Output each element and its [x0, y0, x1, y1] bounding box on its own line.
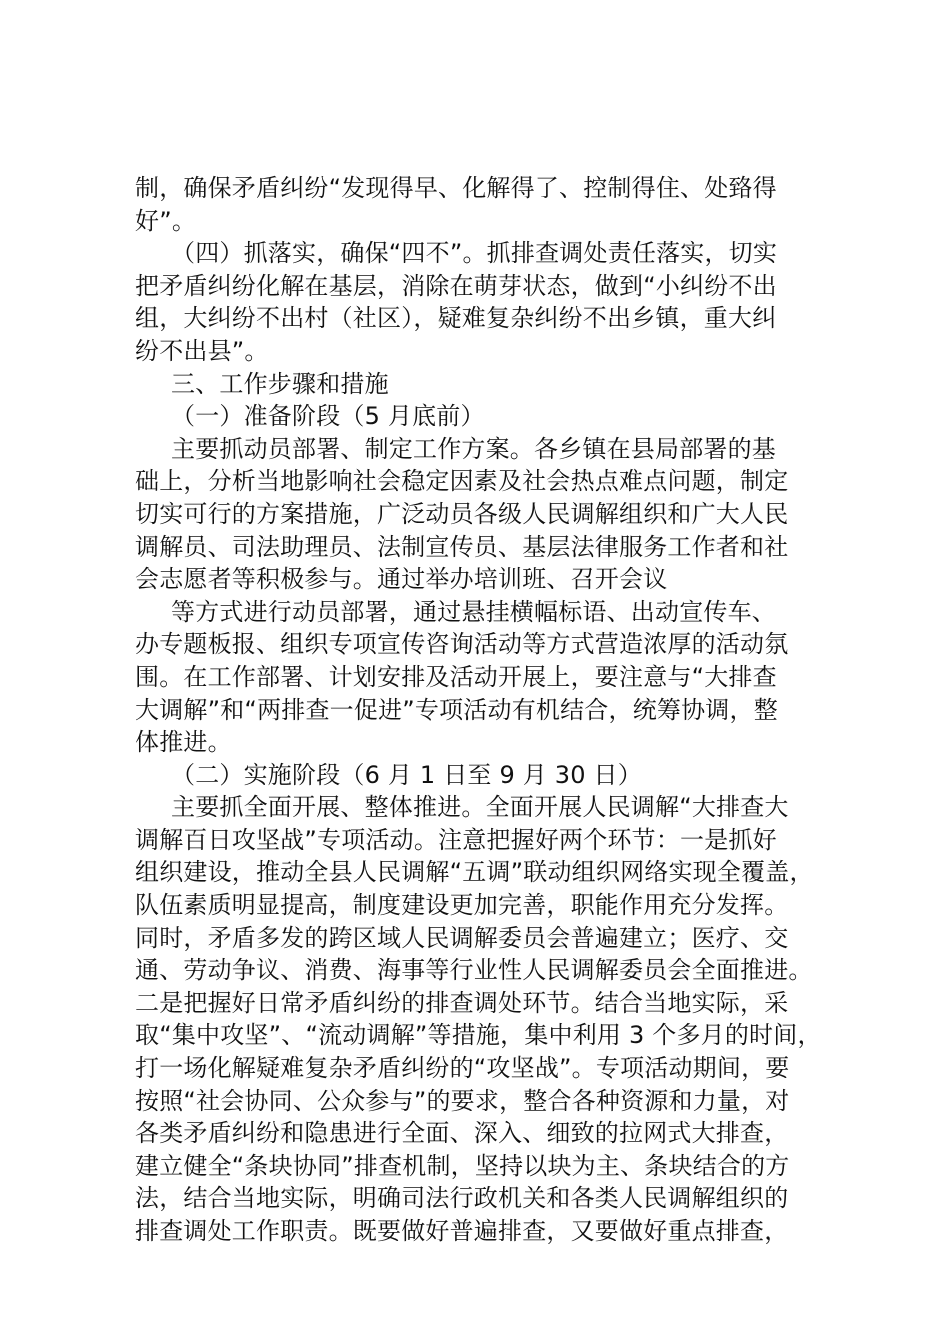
text-line: 围。在工作部署、计划安排及活动开展上，要注意与“大排查	[135, 662, 777, 691]
text-line: 纷不出县”。	[135, 336, 269, 365]
text-line: 按照“社会协同、公众参与”的要求，整合各种资源和力量，对	[135, 1086, 790, 1115]
text-line: 体推进。	[135, 728, 232, 757]
text-line: 通、劳动争议、消费、海事等行业性人民调解委员会全面推进。	[135, 956, 813, 985]
text-line: （四）抓落实，确保“四不”。抓排查调处责任落实，切实	[171, 239, 778, 268]
text-line: 同时，矛盾多发的跨区域人民调解委员会普遍建立；医疗、交	[135, 923, 789, 952]
text-line: 等方式进行动员部署，通过悬挂横幅标语、出动宣传车、	[171, 597, 776, 626]
text-line: 组，大纠纷不出村（社区），疑难复杂纠纷不出乡镇，重大纠	[135, 304, 777, 333]
text-line: 切实可行的方案措施，广泛动员各级人民调解组织和广大人民	[135, 499, 789, 528]
text-line: 主要抓动员部署、制定工作方案。各乡镇在县局部署的基	[171, 434, 776, 463]
text-line: 打一场化解疑难复杂矛盾纠纷的“攻坚战”。专项活动期间，要	[135, 1054, 790, 1083]
text-line: 队伍素质明显提高，制度建设更加完善，职能作用充分发挥。	[135, 891, 789, 920]
text-line: 办专题板报、组织专项宣传咨询活动等方式营造浓厚的活动氛	[135, 630, 789, 659]
text-line: 各类矛盾纠纷和隐患进行全面、深入、细致的拉网式大排查，	[135, 1119, 789, 1148]
text-line: 大调解”和“两排查一促进”专项活动有机结合，统筹协调，整	[135, 695, 778, 724]
text-line: 好”。	[135, 206, 197, 235]
text-line: 调解百日攻坚战”专项活动。注意把握好两个环节：一是抓好	[135, 825, 777, 854]
text-line: 取“集中攻坚”、“流动调解”等措施，集中利用 3 个多月的时间，	[135, 1021, 822, 1050]
text-line: （一）准备阶段（5 月底前）	[171, 402, 485, 431]
text-line: 排查调处工作职责。既要做好普遍排查，又要做好重点排查，	[135, 1217, 789, 1245]
text-line: 调解员、司法助理员、法制宣传员、基层法律服务工作者和社	[135, 532, 789, 561]
text-line: 础上，分析当地影响社会稳定因素及社会热点难点问题，制定	[135, 467, 789, 496]
text-line: （二）实施阶段（6 月 1 日至 9 月 30 日）	[171, 760, 642, 789]
text-line: 主要抓全面开展、整体推进。全面开展人民调解“大排查大	[171, 793, 789, 822]
text-line: 会志愿者等积极参与。通过举办培训班、召开会议	[135, 565, 668, 594]
text-line: 组织建设，推动全县人民调解“五调”联动组织网络实现全覆盖，	[135, 858, 814, 887]
text-line: 二是把握好日常矛盾纠纷的排查调处环节。结合当地实际，采	[135, 988, 789, 1017]
text-line: 法，结合当地实际，明确司法行政机关和各类人民调解组织的	[135, 1184, 789, 1213]
document-body	[135, 172, 835, 1248]
text-line: 建立健全“条块协同”排查机制，坚持以块为主、条块结合的方	[135, 1151, 790, 1180]
text-line: 制，确保矛盾纠纷“发现得早、化解得了、控制得住、处臵得	[135, 174, 777, 202]
text-line: 三、工作步骤和措施	[171, 369, 389, 398]
text-line: 把矛盾纠纷化解在基层，消除在萌芽状态，做到“小纠纷不出	[135, 271, 777, 300]
